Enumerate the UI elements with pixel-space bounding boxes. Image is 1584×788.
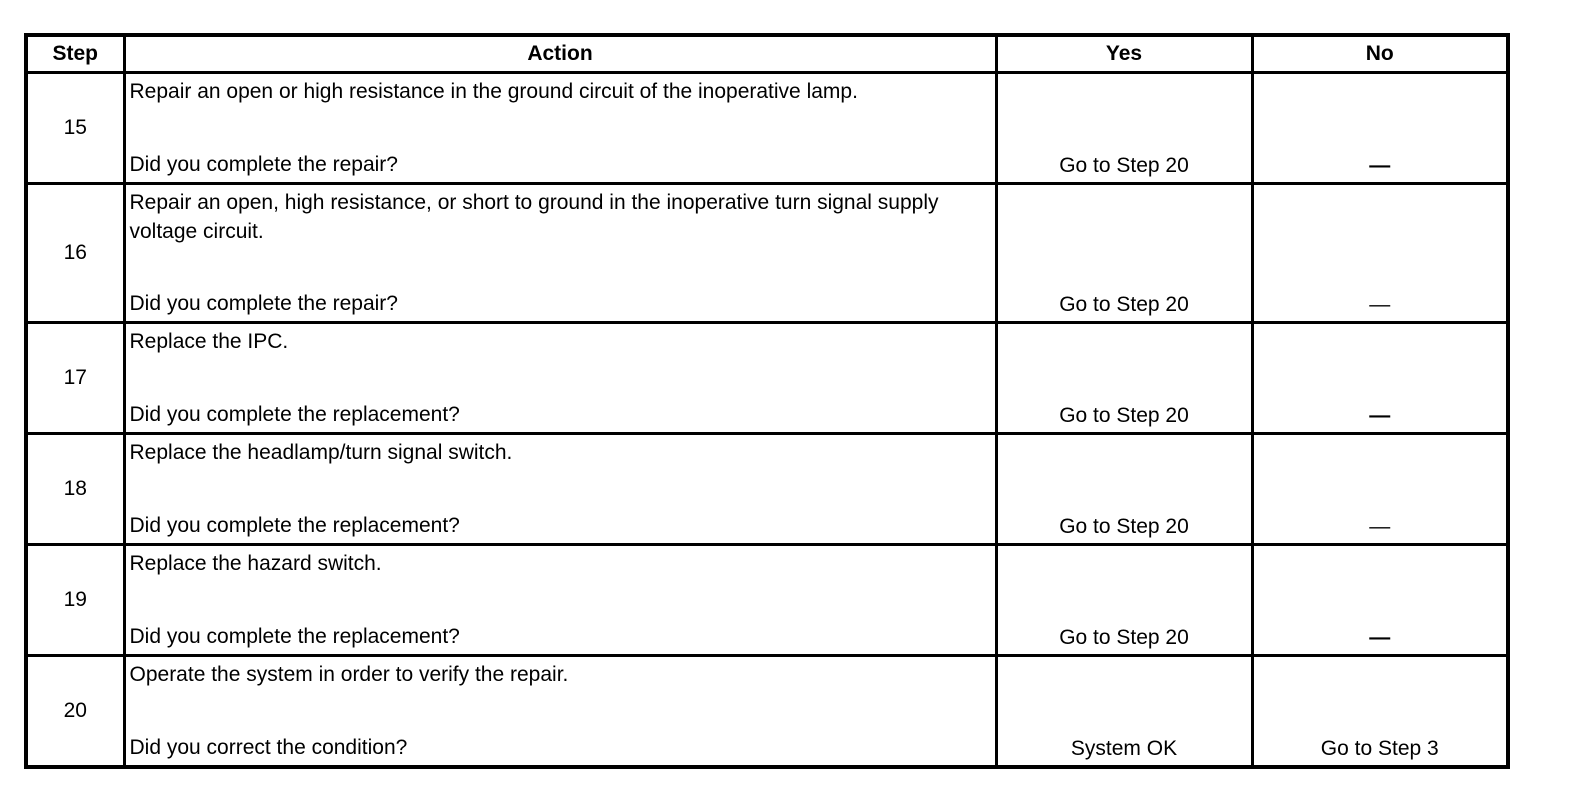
table-row [26, 545, 1508, 656]
header-yes: Yes [996, 35, 1252, 73]
action-cell [124, 434, 996, 545]
step-number: 17 [26, 323, 124, 434]
table-row [26, 656, 1508, 768]
header-step: Step [26, 35, 124, 73]
yes-result: System OK [996, 656, 1252, 768]
step-number: 19 [26, 545, 124, 656]
action-instruction: Replace the headlamp/turn signal switch. [129, 441, 513, 464]
action-question: Did you complete the replacement? [129, 403, 460, 426]
action-question: Did you complete the replacement? [129, 514, 460, 537]
header-no: No [1252, 35, 1508, 73]
step-number: 18 [26, 434, 124, 545]
no-result: — [1252, 184, 1508, 323]
action-cell [124, 73, 996, 184]
yes-result: Go to Step 20 [996, 73, 1252, 184]
no-result: — [1252, 73, 1508, 184]
action-cell [124, 656, 996, 768]
yes-result: Go to Step 20 [996, 184, 1252, 323]
yes-result: Go to Step 20 [996, 545, 1252, 656]
action-question: Did you complete the repair? [129, 292, 398, 315]
action-cell [124, 184, 996, 323]
action-question: Did you complete the repair? [129, 153, 398, 176]
action-instruction: Replace the IPC. [129, 330, 289, 353]
table-row [26, 434, 1508, 545]
step-number: 15 [26, 73, 124, 184]
action-instruction: Repair an open or high resistance in the ground circuit of the inoperative lamp. [129, 80, 858, 103]
action-question: Did you correct the condition? [129, 736, 408, 759]
step-number: 20 [26, 656, 124, 768]
header-action: Action [124, 35, 996, 73]
action-question: Did you complete the replacement? [129, 625, 460, 648]
no-result: — [1252, 545, 1508, 656]
action-cell [124, 545, 996, 656]
table-row [26, 323, 1508, 434]
yes-result: Go to Step 20 [996, 434, 1252, 545]
table-header-row [26, 35, 1508, 73]
diagnostic-steps-table [24, 33, 1510, 769]
action-instruction: Replace the hazard switch. [129, 552, 382, 575]
table-row [26, 73, 1508, 184]
table-row [26, 184, 1508, 323]
no-result: — [1252, 323, 1508, 434]
step-number: 16 [26, 184, 124, 323]
yes-result: Go to Step 20 [996, 323, 1252, 434]
action-instruction: Operate the system in order to verify the repair. [129, 663, 569, 686]
action-cell [124, 323, 996, 434]
no-result: Go to Step 3 [1252, 656, 1508, 768]
action-instruction: Repair an open, high resistance, or short to ground in the inoperative turn signal supply voltage circuit. [129, 191, 939, 243]
no-result: — [1252, 434, 1508, 545]
